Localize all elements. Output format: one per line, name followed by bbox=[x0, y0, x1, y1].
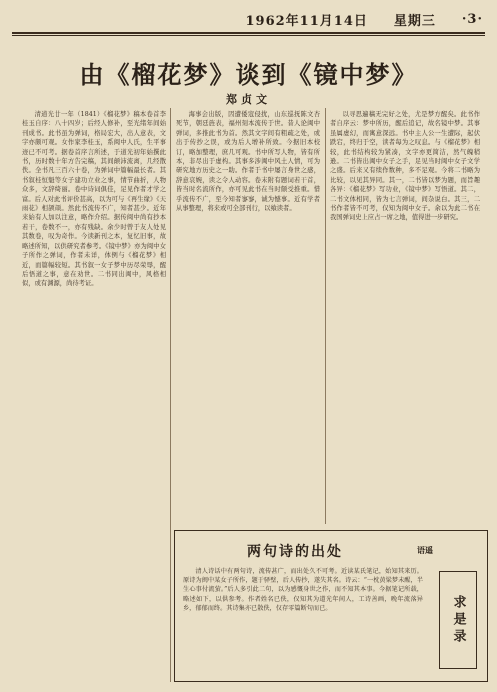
sidebar-article-box bbox=[174, 530, 488, 682]
sidebar-article-text: 清人诗话中有两句诗，流传甚广，而出处久不可考。近读某氏笔记，始知其来历。原诗为闽中某女子所作，题于驿壁，后人传抄，遂失其名。诗云：“一枕黄粱梦未醒，半生心事付流萤。”后人多引此二句，以为感慨身世之作，而不知其本事。今据笔记所载，略述如下，以供参考。作者姓名已佚，仅知其为道光年间人，工诗善画，晚年流落异乡，郁郁而终。其诗集亦已散佚，仅存零篇断句而已。 bbox=[183, 568, 423, 612]
article-byline: 郑贞文 bbox=[226, 93, 271, 106]
page-number: ·3· bbox=[461, 11, 483, 27]
masthead bbox=[14, 8, 483, 30]
article-column-3 bbox=[330, 110, 480, 522]
sidebar-article-body bbox=[183, 567, 423, 673]
article-column-3-text: 以寻思遍稿无完好之处，尤是梦方醒矣。此书作者自序云：梦中所历，醒后追记，故名镜中梦。其事虽属虚幻，而寓意深远。书中主人公一生遭际，起伏跌宕，终归于空，读者每为之叹息。与《榴花梦》相较，此书结构较为紧凑，文字亦更简洁，然气魄稍逊。二书皆出闽中女子之手，足见当时闽中女子文学之盛。后来又有续作数种，多不足观。今将二书略为比较，以见其异同。其一，二书皆以梦为题，而旨趣各异：《榴花梦》写功业，《镜中梦》写悟道。其二，二书文体相同，皆为七言弹词，间杂说白。其三，二书作者皆不可考，仅知为闽中女子。余以为此二书在我国弹词史上应占一席之地，值得进一步研究。 bbox=[330, 111, 480, 222]
article-column-1 bbox=[22, 110, 166, 680]
column-divider bbox=[325, 108, 326, 524]
article-column-2 bbox=[176, 110, 320, 522]
article-column-2-text: 海事会出版，因遭倭寇侵扰，山东巡抚陈文杏死节，朝廷旌表，福州刻本流传于世。昔人论闽中弹词，多推此书为首。然其文字间有粗疏之处，或出于传抄之误，或为后人增补所致。今据旧本校订，略加整理，庶几可观。书中所写人物，皆有所本，非尽出于虚构。其事多涉闽中风土人情，可为研究地方历史之一助。作者于书中屡言身世之感，辞意哀婉，读之令人动容。卷末附有题词若干首，皆当时名流所作，亦可见此书在当时颇受推重。惜乎流传不广，至今知者寥寥，诚为憾事。近有学者从事整理，将来或可全部刊行，以飨读者。 bbox=[176, 111, 320, 213]
article-headline: 由《榴花梦》谈到《镜中梦》 bbox=[79, 60, 418, 89]
column-seal-text: 求是录 bbox=[450, 594, 466, 646]
column-divider bbox=[170, 108, 171, 682]
article-column-1-text: 清道光廿一年（1841）《榴花梦》稿本卷首李桂玉自序：八十四岁；后经人修补，至光绪年间始刊成书。此书虽为弹词，格局宏大，出人意表，文字亦颇可观。女作家李桂玉，系闽中人氏，生平事迹已不可考。据卷首序言所述，于道光初年始撰此书，历时数十年方告完稿，其间颠沛流离，几经散佚。全书凡三百六十卷，为弹词中篇幅最长者。其书叙桂恒魁等女子建功立业之事，情节曲折，人物众多，文辞绮丽。卷中诗词俱佳，足见作者才学之富。后人对此书评价甚高，以为可与《再生缘》《天雨花》相颉颃。然此书流传不广，知者甚少。近年来始有人加以注意，略作介绍。据传闽中尚有抄本若干，卷数不一，亦有残缺。余少时曾于友人处见其数卷，叹为奇作。今读新刊之本，复忆旧事，故略述所知，以供研究者参考。《镜中梦》亦为闽中女子所作之弹词，作者未详，体例与《榴花梦》相近，而篇幅较短。其书叙一女子梦中历尽荣辱，醒后悟道之事，意在劝世。二书同出闽中，风格相似，或有渊源，尚待考证。 bbox=[22, 111, 166, 288]
masthead-rule-thin bbox=[12, 35, 485, 36]
column-seal bbox=[439, 571, 477, 669]
issue-weekday: 星期三 bbox=[393, 13, 436, 29]
sidebar-article-title: 两句诗的出处 bbox=[247, 544, 343, 560]
issue-date: 1962年11月14日 bbox=[245, 13, 368, 29]
sidebar-article-author: 语遥 bbox=[417, 545, 433, 555]
masthead-rule bbox=[12, 32, 485, 34]
